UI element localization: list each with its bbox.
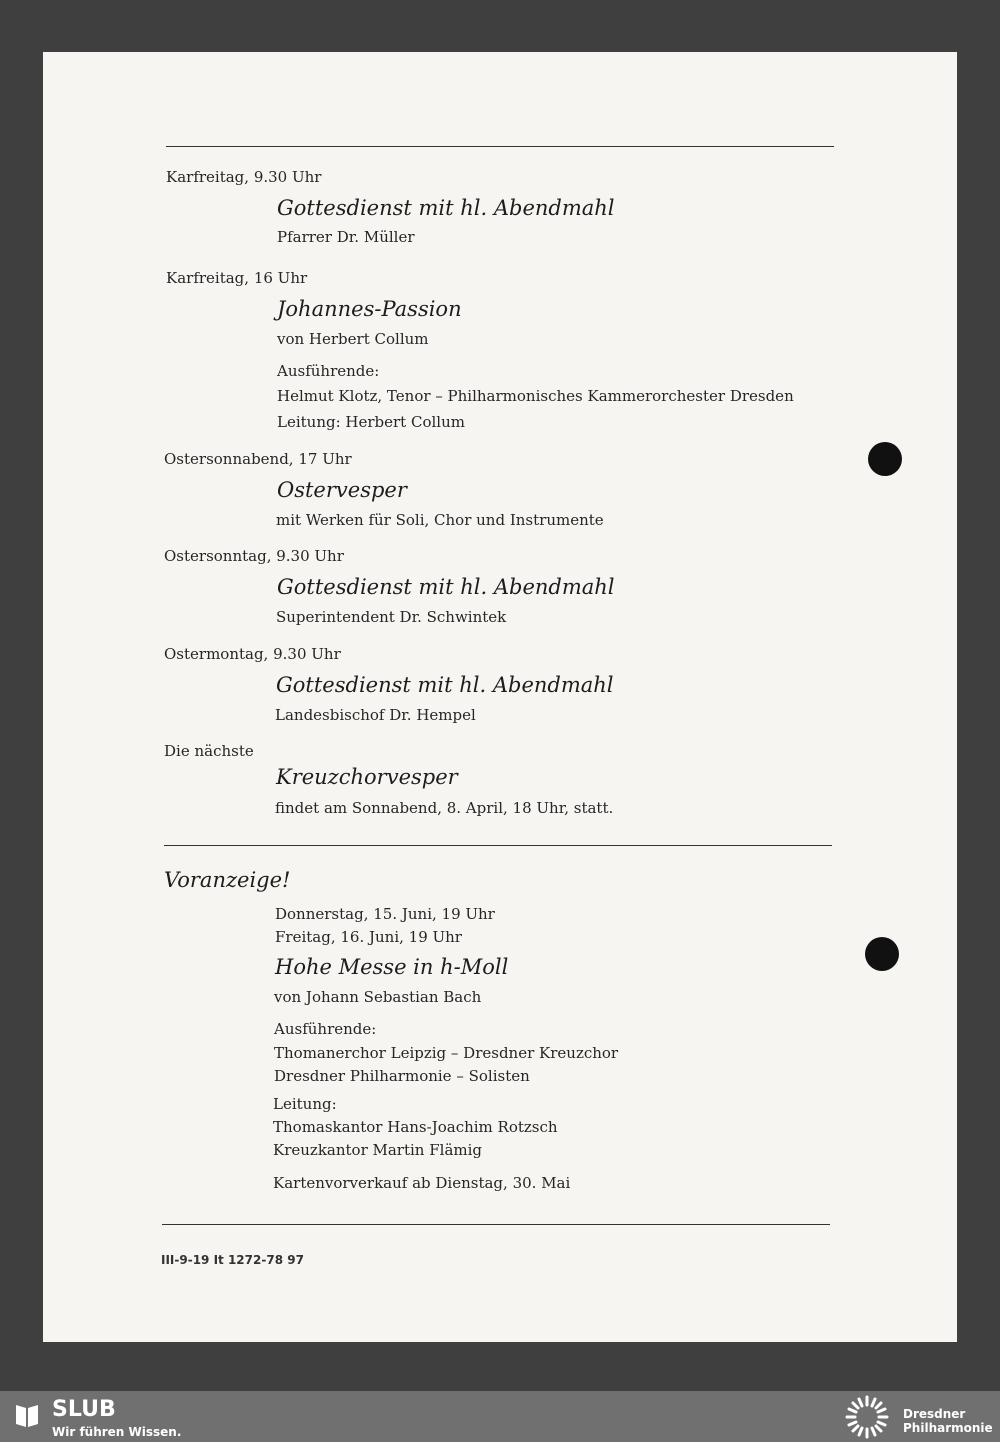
footer-bar bbox=[0, 1391, 1000, 1442]
print-code: III-9-19 It 1272-78 97 bbox=[161, 1253, 304, 1267]
event-2-date: Karfreitag, 16 Uhr bbox=[166, 269, 308, 287]
partner-name-line-2: Philharmonie bbox=[903, 1421, 993, 1435]
divider-bottom bbox=[162, 1224, 830, 1225]
event-2-title: Johannes-Passion bbox=[277, 297, 462, 321]
event-2-performers-label: Ausführende: bbox=[277, 362, 380, 380]
event-3-description: mit Werken für Soli, Chor und Instrumente bbox=[276, 511, 604, 529]
preview-tickets: Kartenvorverkauf ab Dienstag, 30. Mai bbox=[273, 1174, 571, 1192]
library-tagline: Wir führen Wissen. bbox=[52, 1425, 182, 1439]
preview-date-1: Donnerstag, 15. Juni, 19 Uhr bbox=[275, 905, 495, 923]
library-name: SLUB bbox=[52, 1397, 116, 1422]
preview-date-2: Freitag, 16. Juni, 19 Uhr bbox=[275, 928, 462, 946]
preview-conductor-1: Thomaskantor Hans-Joachim Rotzsch bbox=[273, 1118, 558, 1136]
event-1-date: Karfreitag, 9.30 Uhr bbox=[166, 168, 322, 186]
divider-top bbox=[166, 146, 834, 147]
event-5-title: Gottesdienst mit hl. Abendmahl bbox=[276, 673, 614, 697]
preview-heading: Voranzeige! bbox=[164, 868, 291, 892]
event-2-conductor: Leitung: Herbert Collum bbox=[277, 413, 465, 431]
event-5-date: Ostermontag, 9.30 Uhr bbox=[164, 645, 341, 663]
event-2-composer: von Herbert Collum bbox=[277, 330, 429, 348]
event-6-date: Die nächste bbox=[164, 742, 254, 760]
book-icon bbox=[14, 1401, 40, 1429]
preview-performers-line-2: Dresdner Philharmonie – Solisten bbox=[274, 1067, 530, 1085]
divider-middle bbox=[164, 845, 832, 846]
preview-composer: von Johann Sebastian Bach bbox=[274, 988, 482, 1006]
punch-hole-upper bbox=[868, 442, 902, 476]
event-4-officiant: Superintendent Dr. Schwintek bbox=[276, 608, 507, 626]
sunburst-logo-icon bbox=[845, 1395, 889, 1439]
event-6-title: Kreuzchorvesper bbox=[276, 765, 458, 789]
event-1-officiant: Pfarrer Dr. Müller bbox=[277, 228, 415, 246]
preview-conductors-label: Leitung: bbox=[273, 1095, 337, 1113]
event-5-officiant: Landesbischof Dr. Hempel bbox=[275, 706, 476, 724]
preview-conductor-2: Kreuzkantor Martin Flämig bbox=[273, 1141, 483, 1159]
preview-performers-label: Ausführende: bbox=[274, 1020, 377, 1038]
preview-title: Hohe Messe in h-Moll bbox=[275, 955, 509, 979]
event-3-date: Ostersonnabend, 17 Uhr bbox=[164, 450, 352, 468]
event-3-title: Ostervesper bbox=[277, 478, 407, 502]
document-page bbox=[43, 52, 957, 1342]
event-4-date: Ostersonntag, 9.30 Uhr bbox=[164, 547, 344, 565]
event-1-title: Gottesdienst mit hl. Abendmahl bbox=[277, 196, 615, 220]
event-4-title: Gottesdienst mit hl. Abendmahl bbox=[277, 575, 615, 599]
punch-hole-lower bbox=[865, 937, 899, 971]
partner-name-line-1: Dresdner bbox=[903, 1407, 966, 1421]
event-6-description: findet am Sonnabend, 8. April, 18 Uhr, statt. bbox=[275, 799, 614, 817]
preview-performers-line-1: Thomanerchor Leipzig – Dresdner Kreuzchor bbox=[274, 1044, 619, 1062]
event-2-performers: Helmut Klotz, Tenor – Philharmonisches Kammerorchester Dresden bbox=[277, 387, 794, 405]
